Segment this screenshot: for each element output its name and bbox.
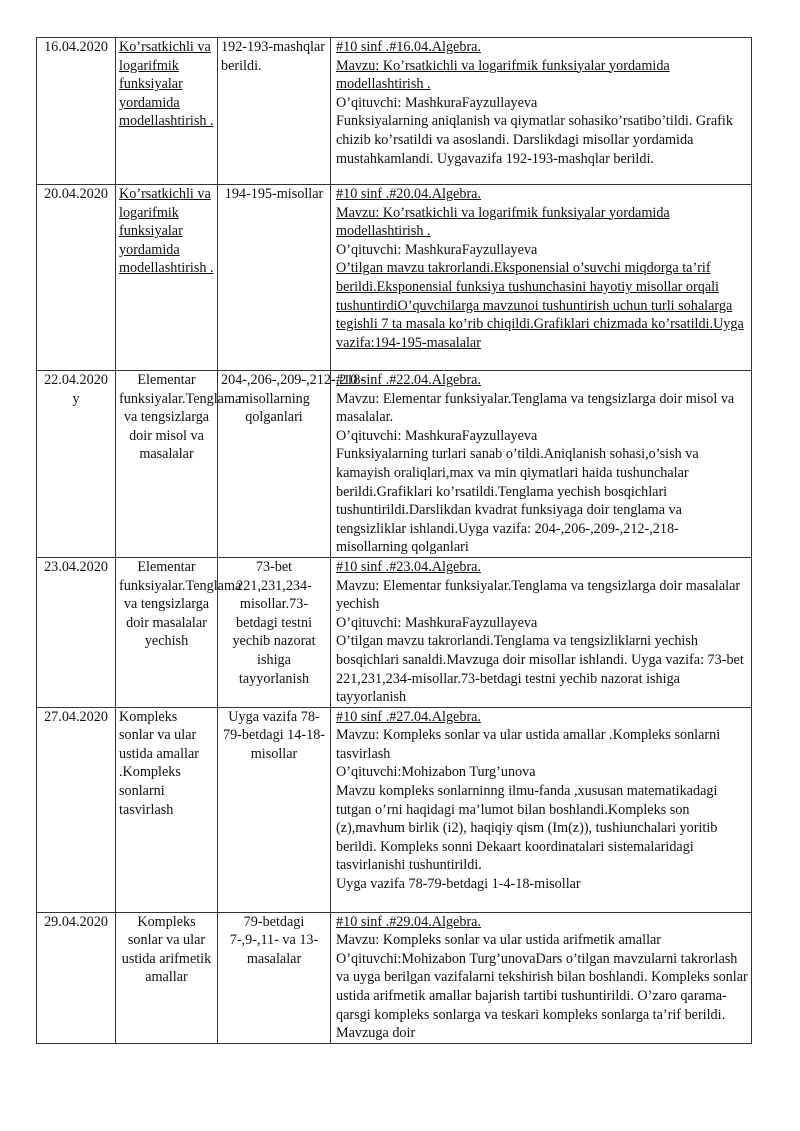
mavzu-line: Mavzu: Ko’rsatkichli va logarifmik funksiyalar yordamida modellashtirish .	[336, 204, 670, 240]
content-cell	[331, 912, 752, 1043]
content-cell	[331, 371, 752, 558]
date-cell: 22.04.2020 y	[37, 371, 116, 558]
content-cell	[331, 557, 752, 707]
mavzu-line: Mavzu: Kompleks sonlar va ular ustida arifmetik amallar	[336, 932, 662, 949]
mavzu-line: Mavzu: Elementar funksiyalar.Tenglama va tengsizlarga doir misol va masalalar.	[336, 390, 735, 426]
topic-cell: Elementar funksiyalar.Tenglama va tengsizlarga doir misol va masalalar	[116, 371, 218, 558]
class-line: #10 sinf .#22.04.Algebra.	[336, 372, 482, 388]
lesson-text: O’qituvchi:Mohizabon Turg’unovaDars o’tilgan mavzularni takrorlash va uyga berilgan vazifalarni tekshirish bilan boshlandi. Kompleks sonlar ustida arifmetik amallar bajarish tartibi tushuntirildi. O’zaro qarama-qarsgi kompleks sonlarga va teskari kompleks sonlarga ta’rif berildi. Mavzuga doir	[336, 950, 748, 1042]
homework-cell: 204-,206-,209-,212-,218-misollarning qolganlari	[218, 371, 331, 558]
mavzu-line: Mavzu: Elementar funksiyalar.Tenglama va tengsizlarga doir masalalar yechish	[336, 577, 741, 613]
date-cell: 27.04.2020	[37, 707, 116, 912]
content-cell	[331, 185, 752, 371]
topic-text: Ko’rsatkichli va logarifmik funksiyalar yordamida modellashtirish .	[119, 39, 214, 130]
content-cell	[331, 38, 752, 185]
mavzu-line: Mavzu: Kompleks sonlar va ular ustida amallar .Kompleks sonlarni tasvirlash	[336, 727, 721, 762]
teacher-line: O’qituvchi: MashkuraFayzullayeva	[336, 94, 538, 111]
homework-line: Uyga vazifa 78-79-betdagi 1-4-18-misollar	[336, 876, 581, 893]
class-line: #10 sinf .#23.04.Algebra.	[336, 558, 482, 575]
class-line: #10 sinf .#29.04.Algebra.	[336, 913, 482, 930]
teacher-line: O’qituvchi: MashkuraFayzullayeva	[336, 427, 538, 444]
date-cell: 16.04.2020	[37, 38, 116, 185]
table-row	[37, 371, 752, 558]
topic-cell: Elementar funksiyalar.Tenglama va tengsizlarga doir masalalar yechish	[116, 557, 218, 707]
teacher-line: O’qituvchi: MashkuraFayzullayeva	[336, 241, 538, 258]
date-cell: 20.04.2020	[37, 185, 116, 371]
date-cell: 23.04.2020	[37, 557, 116, 707]
table-row	[37, 185, 752, 371]
homework-cell: Uyga vazifa 78-79-betdagi 14-18-misollar	[218, 707, 331, 912]
topic-cell: Kompleks sonlar va ular ustida arifmetik amallar	[116, 912, 218, 1043]
lesson-log-table	[36, 37, 752, 1044]
topic-text: Ko’rsatkichli va logarifmik funksiyalar yordamida modellashtirish .	[119, 186, 214, 277]
content-cell	[331, 707, 752, 912]
teacher-line: O’qituvchi: MashkuraFayzullayeva	[336, 614, 538, 631]
table-row	[37, 707, 752, 912]
class-line: #10 sinf .#20.04.Algebra.	[336, 186, 482, 202]
homework-cell: 192-193-mashqlar berildi.	[218, 38, 331, 185]
mavzu-line: Mavzu: Ko’rsatkichli va logarifmik funksiyalar yordamida modellashtirish .	[336, 57, 670, 93]
lesson-text: O’tilgan mavzu takrorlandi.Eksponensial o’suvchi miqdorga ta’rif berildi.Eksponensial funksiya tushunchasini hayotiy misollar orqali tushuntirdiO’quvchilarga mavzunoi tushuntirish uchun turli sohalarga tegishli 7 ta masala ko’rib chiqildi.Grafiklari chizmada ko’rsatildi.Uyga vazifa:194-195-masalalar	[336, 260, 744, 351]
lesson-text: Funksiyalarning turlari sanab o’tildi.Aniqlanish sohasi,o’sish va kamayish oraliqlari,max va min qiymatlari haida tushunchalar berildi.Grafiklari ko’rsatildi.Tenglama yechish bosqichlari tushuntirildi.Darslikdan kvadrat funksiyaga doir tenglama va tengsizliklar ishlandi.Uyga vazifa: 204-,206-,209-,212-,218-misollarning qolganlari	[336, 446, 699, 556]
date-cell: 29.04.2020	[37, 912, 116, 1043]
teacher-line: O’qituvchi:Mohizabon Turg’unova	[336, 764, 536, 781]
homework-cell: 73-bet 221,231,234-misollar.73-betdagi testni yechib nazorat ishiga tayyorlanish	[218, 557, 331, 707]
homework-cell: 79-betdagi 7-,9-,11- va 13-masalalar	[218, 912, 331, 1043]
table-row	[37, 38, 752, 185]
class-line: #10 sinf .#16.04.Algebra.	[336, 39, 482, 55]
lesson-text: O’tilgan mavzu takrorlandi.Tenglama va tengsizliklarni yechish bosqichlari sanaldi.Mavzuga doir misollar ishlandi. Uyga vazifa: 73-bet 221,231,234-misollar.73-betdagi testni yechib nazorat ishiga tayyorlanish	[336, 633, 744, 706]
topic-cell: Kompleks sonlar va ular ustida amallar .Kompleks sonlarni tasvirlash	[116, 707, 218, 912]
topic-cell	[116, 38, 218, 185]
class-line: #10 sinf .#27.04.Algebra.	[336, 708, 482, 725]
lesson-text: Funksiyalarning aniqlanish va qiymatlar sohasiko’rsatibo’tildi. Grafik chizib ko’rsatildi va asoslandi. Darslikdagi misollar yordamida mustahkamlandi. Uygavazifa 192-193-mashqlar berildi.	[336, 113, 733, 167]
homework-cell: 194-195-misollar	[218, 185, 331, 371]
topic-cell	[116, 185, 218, 371]
table-row	[37, 912, 752, 1043]
table-row	[37, 557, 752, 707]
lesson-text: Mavzu kompleks sonlarninng ilmu-fanda ,xususan matematikadagi tutgan o’rni haqidagi ma’lumot bilan boshlandi.Kompleks son (z),mavhum birlik (i2), haqiqiy qism (Im(z)), tushiunchalari yoritib berildi. Kompleks sonni Dekaart koordinatalari sistemalaridagi tasvirlanishi tushuntirildi.	[336, 783, 718, 874]
